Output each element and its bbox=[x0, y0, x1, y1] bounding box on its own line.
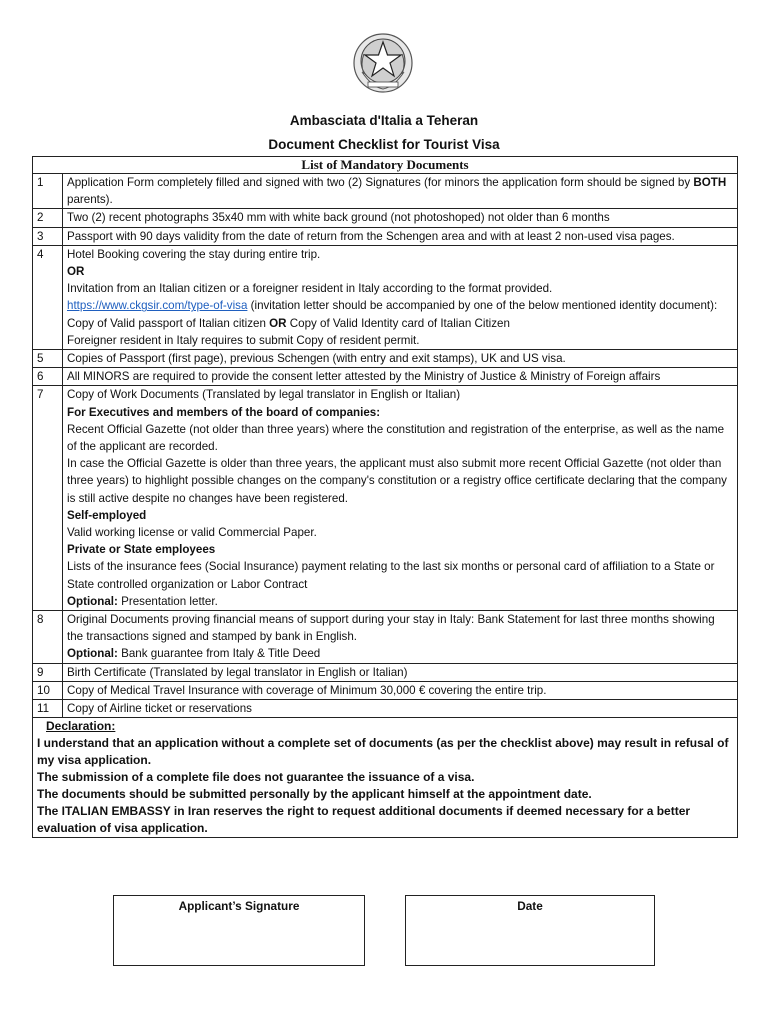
embassy-title: Ambasciata d'Italia a Teheran bbox=[289, 113, 479, 128]
italian-republic-emblem-icon bbox=[352, 32, 414, 94]
table-row bbox=[33, 386, 738, 611]
item-number: 4 bbox=[33, 245, 63, 349]
documents-table bbox=[32, 156, 738, 838]
item-number: 2 bbox=[33, 209, 63, 227]
declaration-block bbox=[33, 718, 738, 838]
item-text: Application Form completely filled and signed with two (2) Signatures (for minors the application form should be signed by BOTH parents). bbox=[63, 174, 738, 209]
declaration-text: The ITALIAN EMBASSY in Iran reserves the right to request additional documents if deemed necessary for a better evaluation of visa application. bbox=[37, 804, 691, 836]
table-row bbox=[33, 209, 738, 227]
declaration-heading: Declaration: bbox=[46, 719, 116, 734]
item-number: 9 bbox=[33, 663, 63, 681]
declaration-row bbox=[33, 718, 738, 838]
item-text: All MINORS are required to provide the consent letter attested by the Ministry of Justice & Ministry of Foreign affairs bbox=[63, 368, 738, 386]
declaration-text: The submission of a complete file does not guarantee the issuance of a visa. bbox=[37, 770, 475, 785]
item-text: Copy of Work Documents (Translated by legal translator in English or Italian) For Executives and members of the board of companies: Recent Official Gazette (not older than three years) where the constitution and registration of the enterprise, as well as the name of the applicant are recorded. In case the Official Gazette is older than three years, the applicant must also submit more recent Official Gazette (not older than three years) to highlight possible changes on the company's constitution or a registry office certificate declaring that the company is still active despite no changes have been registered. Self-employed Valid working license or valid Commercial Paper. Private or State employees Lists of the insurance fees (Social Insurance) payment relating to the last six months or personal card of affiliation to a State or State controlled organization or Labor Contract Optional: Presentation letter. bbox=[63, 386, 738, 611]
applicant-signature-label: Applicant’s Signature bbox=[178, 899, 300, 913]
declaration-text: I understand that an application without a complete set of documents (as per the checklist above) may result in refusal of my visa application. bbox=[37, 736, 729, 768]
item-text: Birth Certificate (Translated by legal translator in English or Italian) bbox=[63, 663, 738, 681]
table-row bbox=[33, 681, 738, 699]
applicant-signature-box[interactable] bbox=[113, 895, 365, 966]
item-number: 8 bbox=[33, 611, 63, 664]
table-row bbox=[33, 174, 738, 209]
table-row bbox=[33, 368, 738, 386]
table-row bbox=[33, 663, 738, 681]
item-text: Original Documents proving financial means of support during your stay in Italy: Bank Statement for last three months showing the transactions signed and stamped by bank in English. Optional: Bank guarantee from Italy & Title Deed bbox=[63, 611, 738, 664]
declaration-text: The documents should be submitted personally by the applicant himself at the appointment date. bbox=[37, 787, 592, 802]
date-label: Date bbox=[517, 899, 543, 913]
item-text: Copies of Passport (first page), previous Schengen (with entry and exit stamps), UK and US visa. bbox=[63, 350, 738, 368]
table-row bbox=[33, 245, 738, 349]
item-number: 5 bbox=[33, 350, 63, 368]
item-text: Copy of Airline ticket or reservations bbox=[63, 700, 738, 718]
item-number: 10 bbox=[33, 681, 63, 699]
item-number: 6 bbox=[33, 368, 63, 386]
item-text: Passport with 90 days validity from the date of return from the Schengen area and with at least 2 non-used visa pages. bbox=[63, 227, 738, 245]
item-number: 7 bbox=[33, 386, 63, 611]
item-number: 11 bbox=[33, 700, 63, 718]
table-row bbox=[33, 611, 738, 664]
visa-type-link[interactable]: https://www.ckgsir.com/type-of-visa bbox=[67, 299, 248, 313]
table-row bbox=[33, 700, 738, 718]
table-row bbox=[33, 350, 738, 368]
item-text: Two (2) recent photographs 35x40 mm with white back ground (not photoshoped) not older than 6 months bbox=[63, 209, 738, 227]
table-header-row bbox=[33, 157, 738, 174]
item-number: 1 bbox=[33, 174, 63, 209]
table-heading: List of Mandatory Documents bbox=[33, 157, 738, 174]
item-text: Hotel Booking covering the stay during entire trip. OR Invitation from an Italian citizen or a foreigner resident in Italy according to the format provided. https://www.ckgsir.com/type-of-visa (invitation letter should be accompanied by one of the below mentioned identity document): Copy of Valid passport of Italian citizen OR Copy of Valid Identity card of Italian Citizen Foreigner resident in Italy requires to submit Copy of resident permit. bbox=[63, 245, 738, 349]
table-row bbox=[33, 227, 738, 245]
date-box[interactable] bbox=[405, 895, 655, 966]
item-number: 3 bbox=[33, 227, 63, 245]
document-title: Document Checklist for Tourist Visa bbox=[268, 137, 500, 152]
item-text: Copy of Medical Travel Insurance with coverage of Minimum 30,000 € covering the entire trip. bbox=[63, 681, 738, 699]
